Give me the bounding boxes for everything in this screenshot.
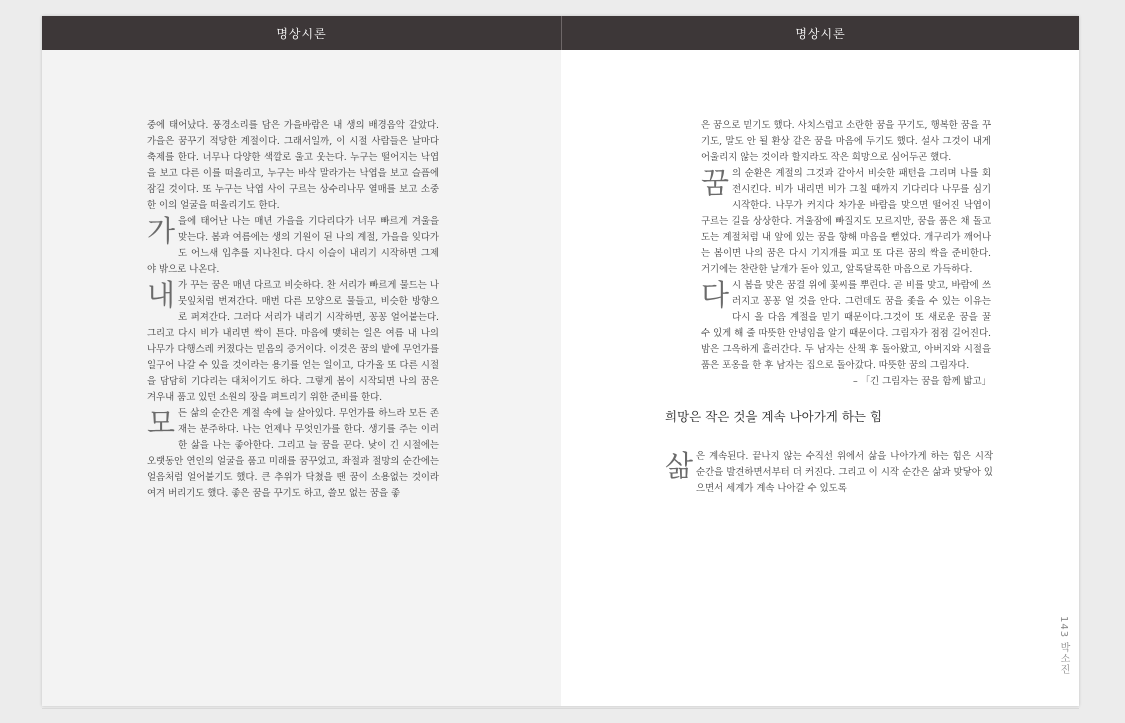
paragraph <box>701 278 991 374</box>
paragraph <box>147 278 439 406</box>
drop-cap: 삶 <box>665 449 694 483</box>
paragraph <box>147 118 439 214</box>
right-body-text <box>665 118 993 497</box>
left-page-header <box>42 16 561 50</box>
drop-cap: 꿈 <box>701 166 730 200</box>
left-body-text <box>147 118 439 502</box>
right-page-header <box>561 16 1079 50</box>
paragraph-text: 가 꾸는 꿈은 매년 다르고 비슷하다. 찬 서리가 빠르게 물드는 나뭇잎처럼 번져간다. 매번 다른 모양으로 물들고, 비슷한 방향으로 퍼져간다. 그러다 서리가 내리기 시작하면, 꽁꽁 얼어붙는다. 그리고 다시 비가 내리면 싹이 튼다. 마음에 맺히는 일은 여름 내 나의 나무가 다행스레 커졌다는 믿음의 증거이다. 이것은 꿈의 밭에 무언가를 일구어 나갈 수 있을 것이라는 용기를 얻는 일이고, 다가올 또 다른 시절을 담담히 기다리는 대처이기도 하다. 그렇게 봄이 시작되면 나의 꿈은 겨우내 품고 있던 소원의 장을 펴트리기 위한 준비를 한다. <box>147 280 439 403</box>
paragraph <box>147 214 439 278</box>
right-page[interactable] <box>561 16 1079 706</box>
page-number-author: 143 박소진 <box>1058 616 1069 676</box>
paragraph-text: 든 삶의 순간은 계절 속에 늘 살아있다. 무언가를 하느라 모든 존재는 분주하다. 나는 언제나 무엇인가를 한다. 생기를 주는 이러한 삶을 나는 좋아한다. 그리고 늘 꿈을 꾼다. 낮이 긴 시절에는 오랫동안 연인의 얼굴을 품고 미래를 꿈꾸었고, 좌절과 절망의 순간에는 얼음처럼 얼어붙기도 했다. 큰 추위가 닥쳤을 땐 꿈이 소용없는 것이라 여겨 버리기도 했다. 좋은 꿈을 꾸기도 하고, 쓸모 없는 꿈을 좋 <box>147 408 439 499</box>
paragraph-text: 을에 태어난 나는 매년 가을을 기다리다가 너무 빠르게 겨울을 맞는다. 봄과 여름에는 생의 기원이 된 나의 계절, 가을을 잊다가도 어느새 입추를 지나친다. 다시 이슬이 내리기 시작하면 그제야 밖으로 나온다. <box>147 216 439 275</box>
paragraph-text: 시 봄을 맞은 꿈결 위에 꽃씨를 뿌린다. 곧 비를 맞고, 바람에 쓰러지고 꽁꽁 얼 것을 안다. 그런데도 꿈을 좇을 수 있는 이유는 다시 올 다음 계절을 믿기 때문이다.그것이 또 새로운 꿈을 꿀 수 있게 해 줄 따뜻한 안녕임을 알기 때문이다. 그림자가 점점 길어진다. 밤은 그윽하게 흘러간다. 두 남자는 산책 후 돌아왔고, 아버지와 시절을 품은 포옹을 한 후 남자는 집으로 돌아갔다. 따뜻한 꿈의 그림자다. <box>701 280 991 371</box>
drop-cap: 모 <box>147 406 176 440</box>
drop-cap: 다 <box>701 278 730 312</box>
page-bottom-edge <box>42 708 1079 709</box>
drop-cap: 가 <box>147 214 176 248</box>
paragraph-text: 은 계속된다. 끝나지 않는 수직선 위에서 삶을 나아가게 하는 힘은 시작 순간을 발견하면서부터 더 커진다. 그리고 이 시작 순간은 삶과 맞닿아 있으면서 세계가 계속 나아갈 수 있도록 <box>696 451 993 494</box>
paragraph-text: 은 꿈으로 믿기도 했다. 사치스럽고 소란한 꿈을 꾸기도, 행복한 꿈을 꾸기도, 말도 안 될 환상 같은 꿈을 마음에 두기도 했다. 설사 그것이 내게 어울리지 않는 것이라 할지라도 작은 희망으로 심어두곤 했다. <box>701 120 991 163</box>
left-running-title: 명상시론 <box>276 26 327 41</box>
right-running-title: 명상시론 <box>795 26 846 41</box>
paragraph <box>701 118 991 166</box>
source-quote: – 「긴 그림자는 꿈을 함께 밟고」 <box>853 376 991 387</box>
drop-cap: 내 <box>147 278 176 312</box>
left-page[interactable] <box>42 16 561 706</box>
section-title: 희망은 작은 것을 계속 나아가게 하는 힘 <box>665 409 883 424</box>
book-spread <box>42 16 1079 706</box>
paragraph-text: 의 순환은 계절의 그것과 같아서 비슷한 패턴을 그리며 나를 회전시킨다. 비가 내리면 비가 그칠 때까지 기다리다 나무를 심기 시작한다. 나무가 커지다 차가운 바람을 맞으면 떨어진 낙엽이 구르는 길을 상상한다. 겨울잠에 빠질지도 모르지만, 꿈을 품은 채 돌고 도는 계절처럼 내 앞에 있는 꿈을 향해 마음을 뻗었다. 개구리가 깨어나는 봄이면 나의 꿈은 다시 기지개를 피고 또 다른 꿈의 싹을 준비한다. 거기에는 찬란한 날개가 돋아 있고, 알록달록한 마음으로 가득하다. <box>701 168 991 275</box>
paragraph <box>701 166 991 278</box>
paragraph-text: 중에 태어났다. 풍경소리를 담은 가을바람은 내 생의 배경음악 같았다. 가을은 꿈꾸기 적당한 계절이다. 그래서일까, 이 시절 사람들은 날마다 축제를 한다. 너무나 다양한 색깔로 울고 웃는다. 누구는 떨어지는 낙엽을 보고 다른 이를 떠올리고, 누구는 바삭 말라가는 낙엽을 보고 슬픔에 잠길 것이다. 또 누구는 낙엽 사이 구르는 상수리나무 열매를 보고 소중한 이의 얼굴을 떠올리기도 한다. <box>147 120 439 211</box>
paragraph <box>665 449 993 497</box>
paragraph <box>147 406 439 502</box>
